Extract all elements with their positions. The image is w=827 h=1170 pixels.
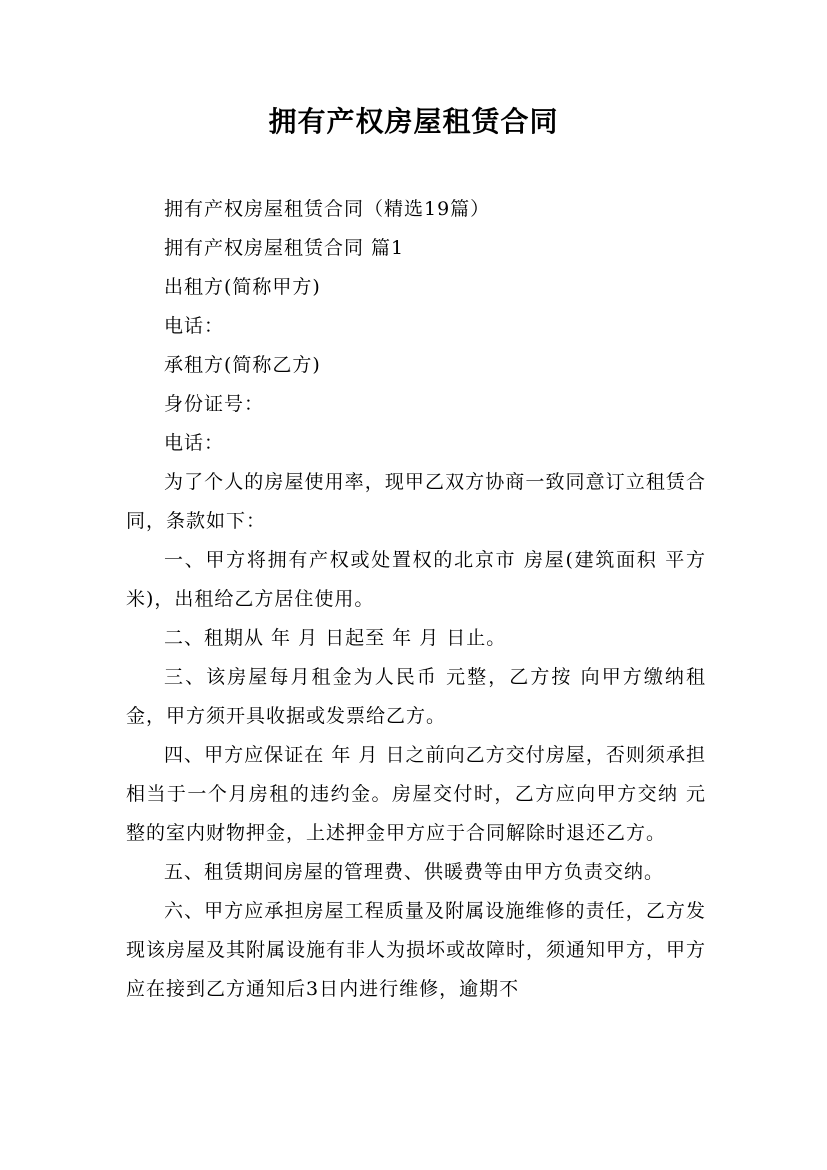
paragraph-lessor-phone: 电话： bbox=[164, 315, 225, 337]
paragraph-section-title: 拥有产权房屋租赁合同 篇1 bbox=[164, 237, 405, 259]
document-title: 拥有产权房屋租赁合同 bbox=[268, 105, 559, 138]
paragraph-clause-2: 二、租期从 年 月 日起至 年 月 日止。 bbox=[164, 627, 507, 649]
paragraph-lessee-phone: 电话： bbox=[164, 432, 225, 454]
paragraph-clause-1: 一、甲方将拥有产权或处置权的北京市 房屋(建筑面积 平方米)，出租给乙方居住使用。 bbox=[126, 549, 706, 610]
document-body bbox=[126, 190, 706, 1009]
paragraph-clause-5: 五、租赁期间房屋的管理费、供暖费等由甲方负责交纳。 bbox=[164, 861, 665, 883]
paragraph-clause-4: 四、甲方应保证在 年 月 日之前向乙方交付房屋，否则须承担相当于一个月房租的违约金。房屋交付时，乙方应向甲方交纳 元整的室内财物押金，上述押金甲方应于合同解除时退还乙方。 bbox=[126, 744, 706, 844]
paragraph-preamble: 为了个人的房屋使用率，现甲乙双方协商一致同意订立租赁合同，条款如下： bbox=[126, 471, 706, 532]
paragraph-clause-6: 六、甲方应承担房屋工程质量及附属设施维修的责任，乙方发现该房屋及其附属设施有非人为损坏或故障时，须通知甲方，甲方应在接到乙方通知后3日内进行维修，逾期不 bbox=[126, 900, 707, 1000]
paragraph-lessee-id: 身份证号： bbox=[164, 393, 265, 415]
paragraph-clause-3: 三、该房屋每月租金为人民币 元整，乙方按 向甲方缴纳租金，甲方须开具收据或发票给乙方。 bbox=[126, 666, 706, 727]
paragraph-heading: 拥有产权房屋租赁合同（精选19篇） bbox=[164, 198, 491, 220]
paragraph-lessee: 承租方(简称乙方) bbox=[164, 354, 321, 376]
paragraph-lessor: 出租方(简称甲方) bbox=[164, 276, 321, 298]
